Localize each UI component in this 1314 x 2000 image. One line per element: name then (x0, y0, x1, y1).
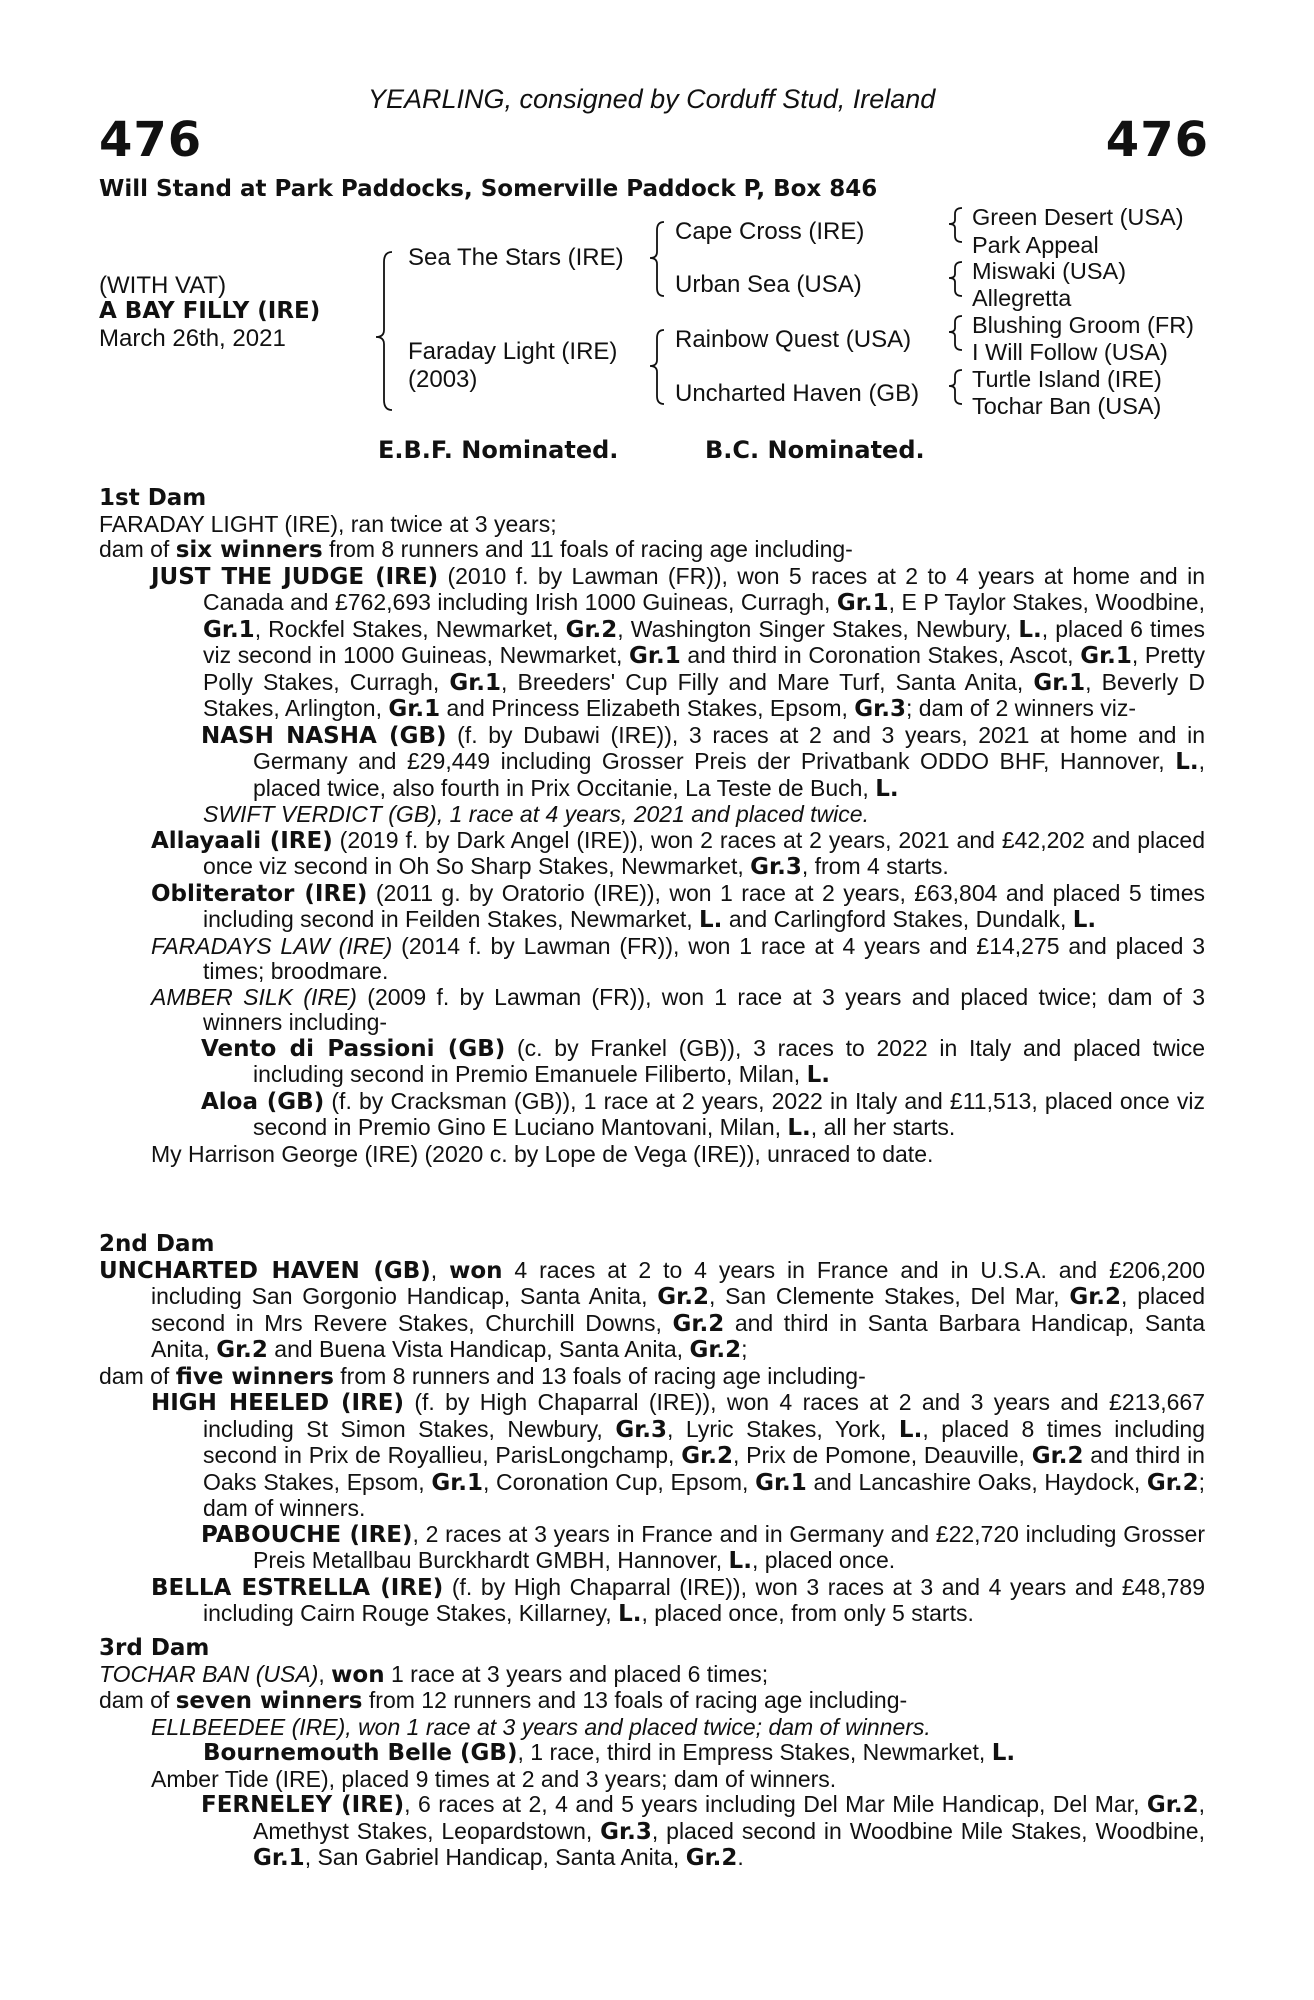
pedigree-brackets (0, 0, 1314, 460)
gen3-8: Tochar Ban (USA) (972, 393, 1162, 419)
dam: Faraday Light (IRE) (408, 338, 618, 365)
progeny-vento-di-passioni: Vento di Passioni (GB) (c. by Frankel (GB)), 3 races to 2022 in Italy and placed twice including second in Premio Emanuele Filiberto, Milan, L. (201, 1034, 1205, 1088)
progeny-just-the-judge: JUST THE JUDGE (IRE) (2010 f. by Lawman (FR)), won 5 races at 2 to 4 years at home and in Canada and £762,693 including Irish 1000 Guineas, Curragh, Gr.1, E P Taylor Stakes, Woodbine, Gr.1, Rockfel Stakes, Newmarket, Gr.2, Washington Singer Stakes, Newbury, L., placed 6 times viz second in 1000 Guineas, Newmarket, Gr.1 and third in Coronation Stakes, Ascot, Gr.1, Pretty Polly Stakes, Curragh, Gr.1, Breeders' Cup Filly and Mare Turf, Santa Anita, Gr.1, Beverly D Stakes, Arlington, Gr.1 and Princess Elizabeth Stakes, Epsom, Gr.3; dam of 2 winners viz- (151, 562, 1206, 722)
gen3-5: Blushing Groom (FR) (972, 312, 1194, 338)
progeny-obliterator: Obliterator (IRE) (2011 g. by Oratorio (IRE)), won 1 race at 2 years, £63,804 and placed 5 times including second in Feilden Stakes, Newmarket, L. and Carlingford Stakes, Dundalk, L. (151, 879, 1205, 933)
gen3-6: I Will Follow (USA) (972, 339, 1168, 365)
first-dam-produce-summary: dam of six winners from 8 runners and 11 foals of racing age including- (99, 536, 853, 563)
consignment-line: YEARLING, consigned by Corduff Stud, Ireland (368, 84, 936, 114)
third-dam-heading: 3rd Dam (99, 1635, 210, 1661)
gen3-4: Allegretta (972, 285, 1072, 311)
progeny-bella-estrella: BELLA ESTRELLA (IRE) (f. by High Chaparral (IRE)), won 3 races at 3 and 4 years and £48,789 including Cairn Rouge Stakes, Killarney, L., placed once, from only 5 starts. (151, 1573, 1205, 1627)
lot-number-right: 476 (1105, 112, 1209, 168)
sire: Sea The Stars (IRE) (408, 244, 624, 271)
ebf-nomination: E.B.F. Nominated. (378, 436, 619, 464)
progeny-aloa: Aloa (GB) (f. by Cracksman (GB)), 1 race at 2 years, 2022 in Italy and £11,513, placed once viz second in Premio Gino E Luciano Mantovani, Milan, L., all her starts. (201, 1087, 1205, 1141)
gen2-2: Urban Sea (USA) (675, 271, 862, 298)
progeny-pabouche: PABOUCHE (IRE), 2 races at 3 years in France and in Germany and £22,720 including Grosser Preis Metallbau Burckhardt GMBH, Hannover, L., placed once. (201, 1520, 1205, 1574)
progeny-swift-verdict: SWIFT VERDICT (GB), 1 race at 4 years, 2021 and placed twice. (203, 801, 869, 827)
gen3-3: Miswaki (USA) (972, 258, 1127, 284)
dam-year: (2003) (408, 366, 478, 393)
third-dam-section (99, 1636, 1205, 1872)
lot-number-left: 476 (99, 112, 203, 168)
second-dam-record: UNCHARTED HAVEN (GB), won 4 races at 2 to 4 years in France and in U.S.A. and £206,200 including San Gorgonio Handicap, Santa Anita, Gr.2, San Clemente Stakes, Del Mar, Gr.2, placed second in Mrs Revere Stakes, Churchill Downs, Gr.2 and third in Santa Barbara Handicap, Santa Anita, Gr.2 and Buena Vista Handicap, Santa Anita, Gr.2; (99, 1256, 1205, 1363)
progeny-faradays-law: FARADAYS LAW (IRE) (2014 f. by Lawman (FR)), won 1 race at 4 years and £14,275 and placed 3 times; broodmare. (151, 932, 1205, 984)
second-dam-heading: 2nd Dam (99, 1231, 215, 1257)
gen2-1: Cape Cross (IRE) (675, 218, 865, 245)
second-dam-produce-summary: dam of five winners from 8 runners and 13 foals of racing age including- (99, 1362, 866, 1390)
progeny-amber-tide: Amber Tide (IRE), placed 9 times at 2 and 3 years; dam of winners. (151, 1765, 837, 1792)
progeny-ferneley: FERNELEY (IRE), 6 races at 2, 4 and 5 years including Del Mar Mile Handicap, Del Mar, Gr.2, Amethyst Stakes, Leopardstown, Gr.3, placed second in Woodbine Mile Stakes, Woodbine, Gr.1, San Gabriel Handicap, Santa Anita, Gr.2. (201, 1791, 1205, 1871)
second-dam-section (99, 1232, 1205, 1628)
gen3-7: Turtle Island (IRE) (972, 366, 1162, 392)
first-dam-section (99, 486, 1205, 1167)
third-dam-produce-summary: dam of seven winners from 12 runners and 13 foals of racing age including- (99, 1687, 908, 1714)
first-dam-line: FARADAY LIGHT (IRE), ran twice at 3 years; (99, 510, 557, 537)
progeny-bournemouth-belle: Bournemouth Belle (GB), 1 race, third in Empress Stakes, Newmarket, L. (203, 1739, 1016, 1766)
gen2-3: Rainbow Quest (USA) (675, 326, 912, 353)
bc-nomination: B.C. Nominated. (705, 436, 925, 464)
progeny-my-harrison-george: My Harrison George (IRE) (2020 c. by Lope de Vega (IRE)), unraced to date. (151, 1140, 934, 1167)
foaling-date: March 26th, 2021 (99, 325, 286, 352)
stabling-line: Will Stand at Park Paddocks, Somerville Paddock P, Box 846 (99, 176, 878, 202)
gen2-4: Uncharted Haven (GB) (675, 380, 920, 407)
progeny-ellbeedee: ELLBEEDEE (IRE), won 1 race at 3 years and placed twice; dam of winners. (151, 1713, 931, 1740)
progeny-allayaali: Allayaali (IRE) (2019 f. by Dark Angel (IRE)), won 2 races at 2 years, 2021 and £42,202 and placed once viz second in Oh So Sharp Stakes, Newmarket, Gr.3, from 4 starts. (151, 826, 1205, 880)
progeny-amber-silk: AMBER SILK (IRE) (2009 f. by Lawman (FR)), won 1 race at 3 years and placed twice; dam of 3 winners including- (151, 983, 1205, 1035)
progeny-high-heeled: HIGH HEELED (IRE) (f. by High Chaparral (IRE)), won 4 races at 2 and 3 years and £213,667 including St Simon Stakes, Newbury, Gr.3, Lyric Stakes, York, L., placed 8 times including second in Prix de Royallieu, ParisLongchamp, Gr.2, Prix de Pomone, Deauville, Gr.2 and third in Oaks Stakes, Epsom, Gr.1, Coronation Cup, Epsom, Gr.1 and Lancashire Oaks, Haydock, Gr.2; dam of winners. (151, 1389, 1205, 1521)
third-dam-record: TOCHAR BAN (USA), won 1 race at 3 years and placed 6 times; (99, 1660, 769, 1688)
vat-label: (WITH VAT) (99, 272, 227, 299)
first-dam-heading: 1st Dam (99, 485, 207, 511)
gen3-2: Park Appeal (972, 232, 1099, 258)
gen3-1: Green Desert (USA) (972, 204, 1184, 230)
progeny-nash-nasha: NASH NASHA (GB) (f. by Dubawi (IRE)), 3 races at 2 and 3 years, 2021 at home and in Germany and £29,449 including Grosser Preis der Privatbank ODDO BHF, Hannover, L., placed twice, also fourth in Prix Occitanie, La Teste de Buch, L. (201, 721, 1205, 802)
horse-name: A BAY FILLY (IRE) (99, 298, 321, 324)
